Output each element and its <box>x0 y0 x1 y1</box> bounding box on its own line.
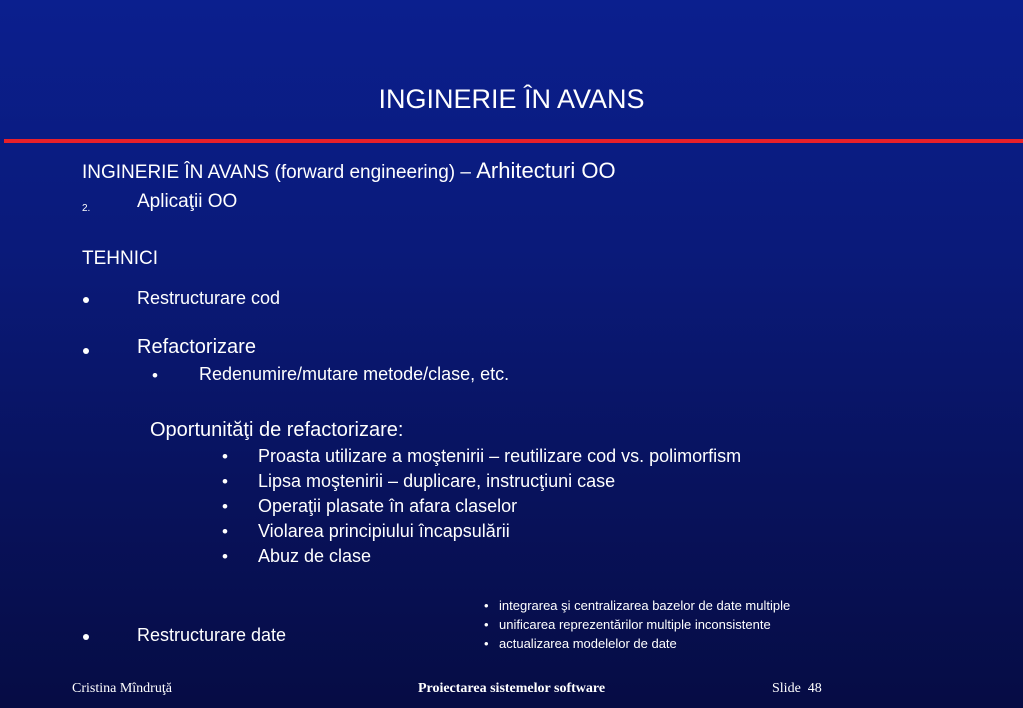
bullet-icon: • <box>222 472 228 491</box>
title-divider <box>4 139 1023 143</box>
date-note: actualizarea modelelor de date <box>499 636 677 651</box>
bullet-icon: • <box>222 497 228 516</box>
refactorizare-subitem: Redenumire/mutare metode/clase, etc. <box>199 364 510 384</box>
list-item-aplicatii: Aplicaţii OO <box>137 191 238 212</box>
oportunitati-heading: Oportunităţi de refactorizare: <box>150 419 404 441</box>
oportunitate-item: Lipsa moştenirii – duplicare, instrucţiuni case <box>258 471 616 491</box>
oportunitate-item: Violarea principiului încapsulării <box>258 521 510 541</box>
technique-restructurare-cod: Restructurare cod <box>137 288 281 308</box>
bullet-icon: • <box>222 447 228 466</box>
oportunitate-item: Operaţii plasate în afara claselor <box>258 496 518 516</box>
bullet-dot-icon <box>83 297 89 303</box>
bullet-dot-icon <box>83 348 89 354</box>
bullet-icon: • <box>152 366 158 385</box>
bullet-icon: • <box>222 547 228 566</box>
technique-restructurare-date: Restructurare date <box>137 625 287 645</box>
oportunitate-item: Proasta utilizare a moştenirii – reutilizare cod vs. polimorfism <box>258 446 742 466</box>
bullet-icon: • <box>222 522 228 541</box>
oportunitate-item: Abuz de clase <box>258 546 372 566</box>
date-note: integrarea şi centralizarea bazelor de date multiple <box>499 598 791 613</box>
slide-subtitle <box>82 158 616 184</box>
slide-label: Slide <box>772 681 801 696</box>
footer-slide-number <box>772 681 822 697</box>
subtitle-emphasis: Arhitecturi OO <box>476 158 616 183</box>
slide-number: 48 <box>807 681 822 696</box>
bullet-icon: • <box>484 598 489 613</box>
date-note: unificarea reprezentărilor multiple inconsistente <box>499 617 771 632</box>
bullet-icon: • <box>484 617 489 632</box>
subtitle-main: INGINERIE ÎN AVANS (forward engineering) – <box>82 162 477 183</box>
footer-author: Cristina Mîndruţă <box>72 681 172 696</box>
list-number: 2. <box>82 203 91 214</box>
technique-refactorizare: Refactorizare <box>137 336 256 358</box>
slide-title: INGINERIE ÎN AVANS <box>378 84 645 114</box>
bullet-dot-icon <box>83 634 89 640</box>
bullet-icon: • <box>484 636 489 651</box>
footer-course: Proiectarea sistemelor software <box>417 681 606 696</box>
section-heading: TEHNICI <box>82 248 158 269</box>
